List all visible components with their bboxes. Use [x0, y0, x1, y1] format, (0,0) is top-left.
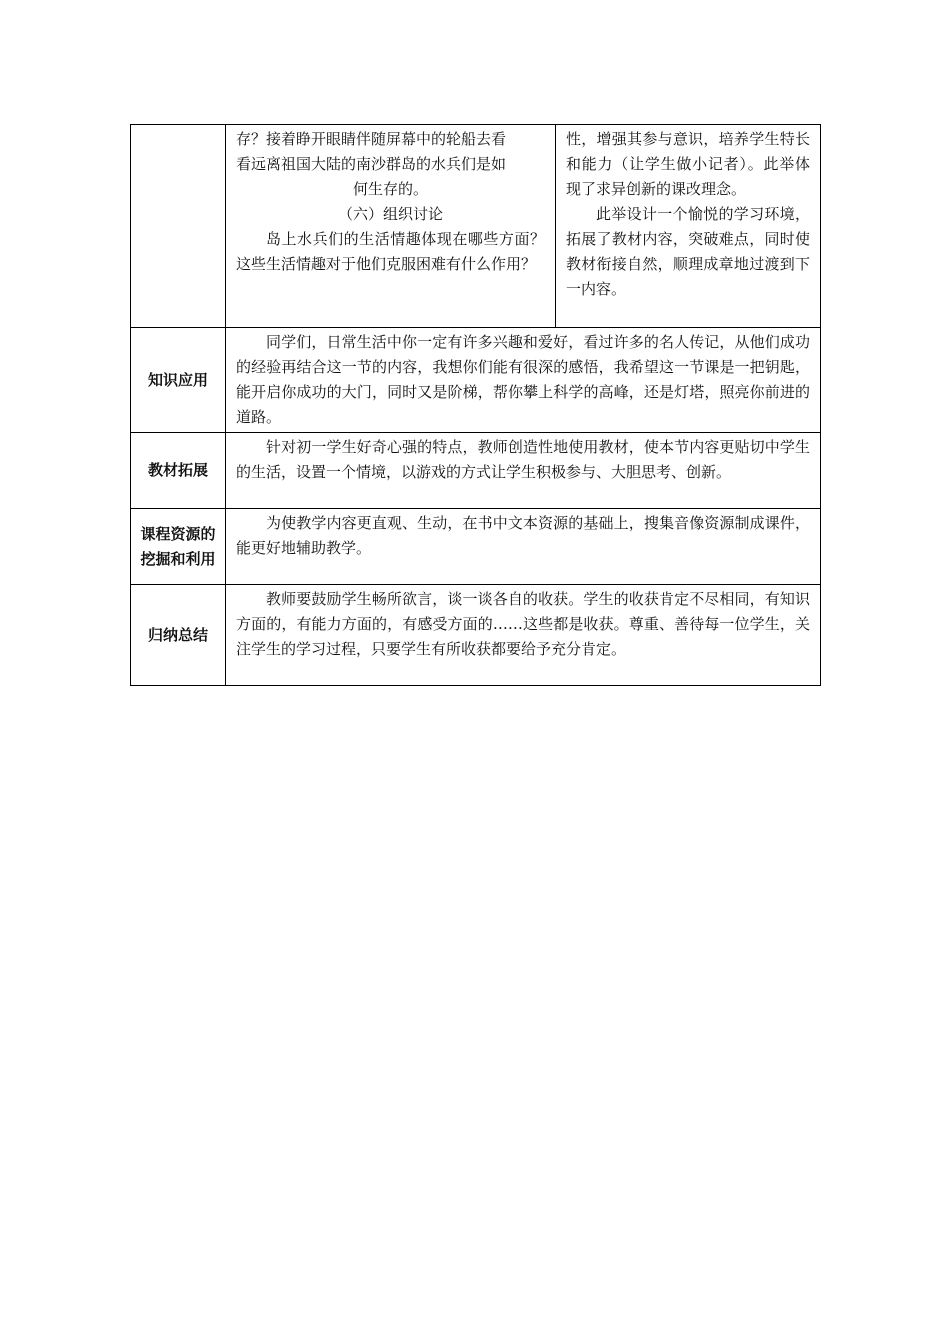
table-row-continued — [131, 125, 821, 328]
design-intent-cell — [556, 125, 821, 328]
row-label-textbook-extension: 教材拓展 — [131, 433, 226, 509]
discussion-heading: （六）组织讨论 — [337, 205, 443, 223]
empty-label-cell — [131, 125, 226, 328]
design-intent-text-2: 此举设计一个愉悦的学习环境，拓展了教材内容，突破难点，同时使教材衔接自然，顺理成章地过渡到下一内容。 — [566, 205, 810, 298]
course-resources-text: 为使教学内容更直观、生动，在书中文本资源的基础上，搜集音像资源制成课件，能更好地辅助教学。 — [236, 514, 810, 557]
continued-line-3: 何生存的。 — [352, 180, 428, 198]
lesson-plan-table — [130, 124, 821, 686]
row-content-course-resources — [226, 509, 821, 585]
textbook-extension-text: 针对初一学生好奇心强的特点，教师创造性地使用教材，使本节内容更贴切中学生的生活，设置一个情境，以游戏的方式让学生积极参与、大胆思考、创新。 — [236, 438, 810, 481]
table-row — [131, 328, 821, 433]
continued-activity-cell — [226, 125, 556, 328]
continued-line-1: 存？接着睁开眼睛伴随屏幕中的轮船去看 — [236, 130, 507, 148]
row-label-knowledge-application: 知识应用 — [131, 328, 226, 433]
row-content-knowledge-application — [226, 328, 821, 433]
design-intent-text-1: 性，增强其参与意识，培养学生特长和能力（让学生做小记者）。此举体现了求异创新的课改理念。 — [566, 130, 810, 198]
table-row — [131, 509, 821, 585]
discussion-text: 岛上水兵们的生活情趣体现在哪些方面？这些生活情趣对于他们克服困难有什么作用？ — [236, 230, 545, 273]
row-content-summary — [226, 585, 821, 686]
knowledge-application-text: 同学们，日常生活中你一定有许多兴趣和爱好，看过许多的名人传记，从他们成功的经验再结合这一节的内容，我想你们能有很深的感悟，我希望这一节课是一把钥匙，能开启你成功的大门，同时又是阶梯，帮你攀上科学的高峰，还是灯塔，照亮你前进的道路。 — [236, 333, 810, 426]
continued-line-2: 看远离祖国大陆的南沙群岛的水兵们是如 — [236, 155, 507, 173]
row-content-textbook-extension — [226, 433, 821, 509]
row-label-summary: 归纳总结 — [131, 585, 226, 686]
table-row — [131, 585, 821, 686]
row-label-course-resources: 课程资源的挖掘和利用 — [131, 509, 226, 585]
summary-text: 教师要鼓励学生畅所欲言，谈一谈各自的收获。学生的收获肯定不尽相同，有知识方面的，有能力方面的，有感受方面的……这些都是收获。尊重、善待每一位学生，关注学生的学习过程，只要学生有所收获都要给予充分肯定。 — [236, 590, 810, 658]
table-row — [131, 433, 821, 509]
